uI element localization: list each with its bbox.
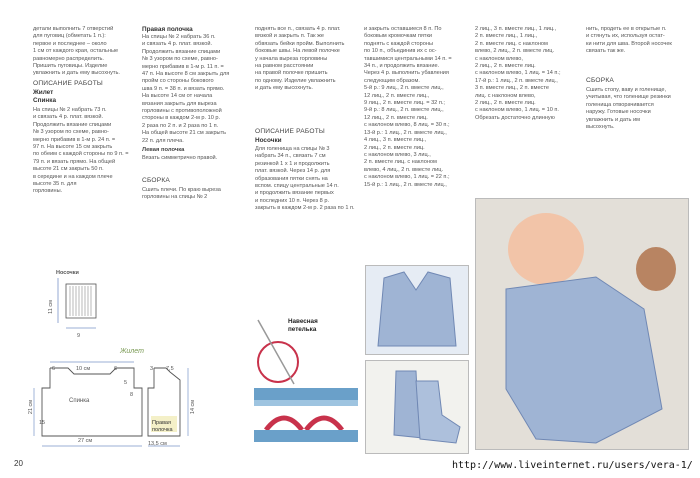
col3-heading: ОПИСАНИЕ РАБОТЫ <box>255 128 325 135</box>
vest-dim-10: 10 см <box>76 366 91 372</box>
loop-diagram <box>254 302 358 452</box>
page-number: 20 <box>14 459 23 468</box>
vest-diagram-title: Жилет <box>120 348 144 355</box>
vest-dim-6b: 6 <box>114 366 118 372</box>
col3-body2: Для голенища на спицы № 3 набрать 34 п., связать 7 см резинкой 1 х 1 и продолжить плат. вязкой. Через 14 р. для образования пятки снять на вспом. спицу центральные 14 п. и продолжить вязание первых и последних 10 п. Через 8 р. закрыть в каждом 2-м р. 2 раза по 1 п. <box>255 146 355 212</box>
col2-heading: Правая полочка <box>142 26 193 33</box>
col2-body3: Сшить плечи. По краю выреза горловины на спицы № 2 <box>142 187 221 201</box>
vest-dim-75: 7,5 <box>166 366 174 372</box>
vest-dim-135: 13,5 см <box>148 441 167 447</box>
vest-back-label: Спинка <box>69 398 90 404</box>
vest-front-label-2: полочка <box>152 427 173 433</box>
baby-photo <box>475 198 689 450</box>
col1-heading: ОПИСАНИЕ РАБОТЫ <box>33 80 103 87</box>
socks-photo <box>365 360 469 454</box>
col1-subheading: Жилет <box>33 89 54 96</box>
vest-dim-3: 3 <box>150 366 154 372</box>
col1-body: На спицы № 2 набрать 73 п. и связать 4 р. плат. вязкой. Продолжить вязание спицами № 3 узором по схеме, равно- мерно прибавив в 1-м р. 24 п. = 97 п. На высоте 15 см закрыть по обеим с каждой стороны по 9 п. = 79 п. и вязать прямо. На общей высоте 21 см закрыть 50 п. в середине и на каждом плече высоте 35 п. для горловины. <box>33 107 129 195</box>
vest-dim-15: 15 <box>39 420 46 426</box>
vest-dim-6: 6 <box>52 366 56 372</box>
vest-dim-27: 27 см <box>78 438 93 444</box>
vest-dim-14: 14 см <box>190 399 197 415</box>
socks-diagram <box>47 278 110 338</box>
col3-body1: поднять все п., связать 4 р. плат. вязкой и закрыть п. Так же обвязать бейки пройм. Выполнить боковые швы. На левой полочке у начала выреза горловины на равном расстоянии на правой полочке пришить по одному. Изделие увлажнить и дать ему высохнуть. <box>255 26 345 92</box>
loop-label-1: Навесная <box>288 318 318 325</box>
col6-body1: нить, продеть ее в открытые п. и стянуть их, используя остат- ки нити для шва. Второй носочек связать так же. <box>586 26 672 55</box>
col2-body2: Вязать симметрично правой. <box>142 155 218 161</box>
vest-dim-21: 21 см <box>28 399 35 415</box>
loop-label-2: петелька <box>288 326 317 333</box>
col4-body: и закрыть оставшиеся 8 п. По боковым кромочкам пятки поднять с каждой стороны по 10 п., объединив их с ос- тавшимися центральными 14 п. = 34 п., и продолжить вязание. Через 4 р. выполнить убавления следующим образом. 5-й р.: 9 лиц., 2 п. вместе лиц., 12 лиц., 2 п. вместе лиц., 9 лиц., 2 п. вместе лиц. = 32 п.; 9-й р.: 8 лиц., 2 п. вместе лиц., 12 лиц., 2 п. вместе лиц. с наклоном влево, 8 лиц. = 30 п.; 13-й р.: 1 лиц., 2 п. вместе лиц., 4 лиц., 3 п. вместе лиц., 2 лиц., 2 п. вместе лиц. с наклоном влево, 3 лиц., 2 п. вместе лиц. с наклоном влево, 4 лиц., 2 п. вместе лиц. с наклоном влево, 1 лиц. = 22 п.; 15-й р.: 1 лиц., 2 п. вместе лиц., <box>364 26 452 188</box>
col6-body2: Сшить стопу, ваву и голенище, учитывая, что голенище резинки голенища отворачивается наружу. Готовые носочки увлажнить и дать им высохнуть. <box>586 87 671 131</box>
socks-width-label: 9 <box>77 333 81 339</box>
col6-heading: СБОРКА <box>586 77 614 84</box>
col1-intro: детали выполнить 7 отверстий для пуговиц (обметать 1 п.): первое и последнее – около 1 см от каждого края, остальные равномерно распределить. Пришить пуговицы. Изделие увлажнить и дать ему высохнуть. <box>33 26 120 77</box>
vest-front-label-1: Правая <box>152 420 171 426</box>
socks-height-label: 11 см <box>47 300 54 314</box>
source-url: http://www.liveinternet.ru/users/vera-1/ <box>452 460 693 471</box>
vest-dim-5: 5 <box>124 380 128 386</box>
vest-dim-8: 8 <box>130 392 134 398</box>
col5-body: 2 лиц., 3 п. вместе лиц., 1 лиц., 2 п. вместе лиц., 1 лиц., 2 п. вместе лиц. с наклоном влево, 2 лиц., 2 п. вместе лиц. с наклоном влево, 2 лиц., 2 п. вместе лиц. с наклоном влево, 1 лиц. = 14 п.; 17-й р.: 1 лиц., 2 п. вместе лиц., 3 п. вместе лиц., 2 п. вместе лиц. с наклоном влево, 2 лиц., 2 п. вместе лиц. с наклоном влево, 1 лиц. = 10 п. Обрезать достаточно длинную <box>475 26 561 121</box>
col2-body1: На спицы № 2 набрать 36 п. и связать 4 р. плат. вязкой. Продолжить вязание спицами № 3 узором по схеме, равно- мерно прибавив в 1-м р. 11 п. = 47 п. На высоте 8 см закрыть для пройм со стороны бокового шва 9 п. = 38 п. и вязать прямо. На высоте 14 см от начала вязания закрыть для выреза горловины с противоположной стороны в каждом 2-м р. 10 р. 2 раза по 2 п. и 2 раза по 1 п. На общей высоте 21 см закрыть 22 п. для плеча. <box>142 34 230 144</box>
col2-sub: Левая полочка <box>142 147 185 153</box>
col1-sub2: Спинка <box>33 97 57 104</box>
vest-photo <box>365 265 469 355</box>
col3-sub: Носочки <box>255 137 282 144</box>
col2-heading2: СБОРКА <box>142 177 170 184</box>
socks-diagram-title: Носочки <box>56 270 79 276</box>
